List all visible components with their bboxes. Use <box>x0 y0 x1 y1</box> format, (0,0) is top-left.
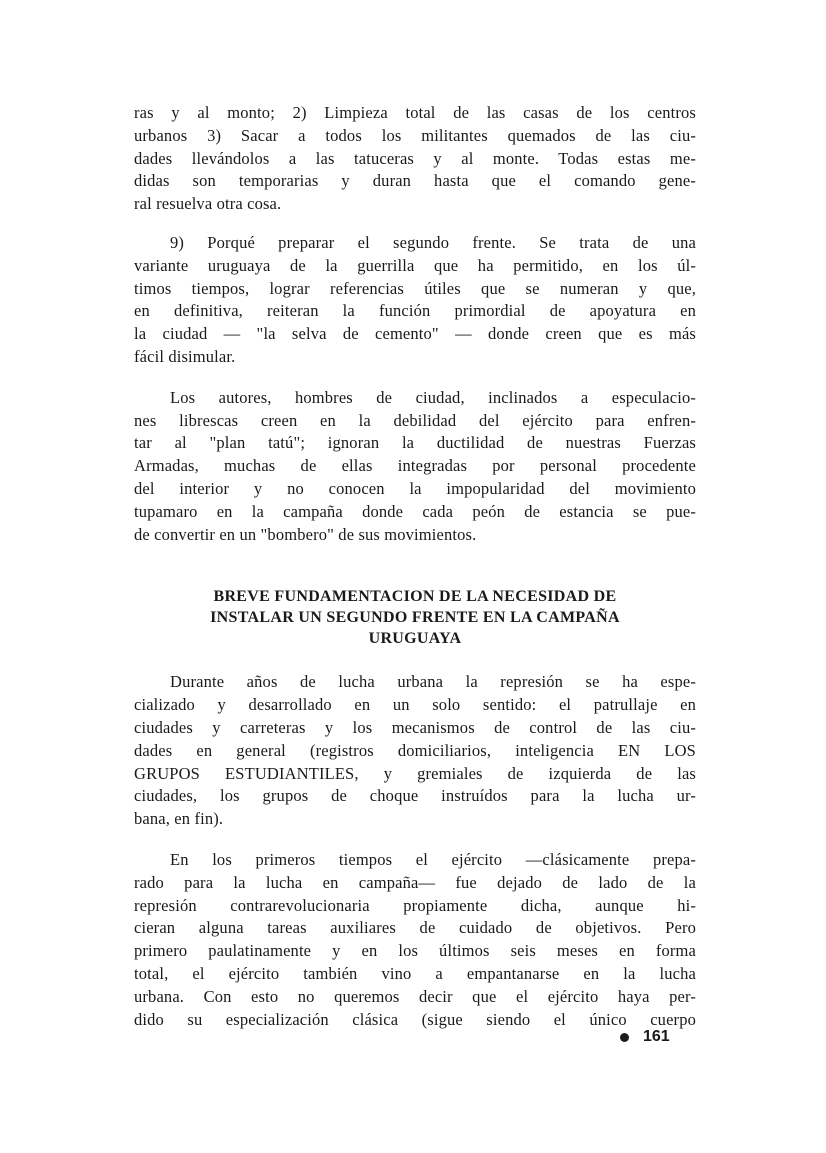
text-line: cieran alguna tareas auxiliares de cuidado de objetivos. Pero <box>134 918 696 938</box>
text-line: En los primeros tiempos el ejército —clásicamente prepa- <box>170 849 696 869</box>
paragraph-3 <box>134 387 696 547</box>
text-line: represión contrarevolucionaria propiamente dicha, aunque hi- <box>134 895 696 915</box>
text-line: dades en general (registros domiciliarios, inteligencia EN LOS <box>134 740 696 760</box>
text-line: dido su especialización clásica (sigue siendo el único cuerpo <box>134 1009 696 1029</box>
paragraph-1 <box>134 102 696 216</box>
text-line: ciudades y carreteras y los mecanismos de control de las ciu- <box>134 717 696 737</box>
text-line: cializado y desarrollado en un solo sentido: el patrullaje en <box>134 695 696 715</box>
text-line: ral resuelva otra cosa. <box>134 194 282 214</box>
bullet-icon <box>620 1033 629 1042</box>
text-line: del interior y no conocen la impopularidad del movimiento <box>134 478 696 498</box>
page-footer <box>620 1028 670 1046</box>
page-number: 161 <box>643 1028 670 1045</box>
text-line: ras y al monto; 2) Limpieza total de las casas de los centros <box>134 103 696 122</box>
section-heading <box>134 586 696 649</box>
paragraph-5 <box>134 849 696 1031</box>
text-line: tar al "plan tatú"; ignoran la ductilidad de nuestras Fuerzas <box>134 433 696 453</box>
text-line: urbanos 3) Sacar a todos los militantes quemados de las ciu- <box>134 125 696 145</box>
text-line: Los autores, hombres de ciudad, inclinados a especulacio- <box>170 387 696 407</box>
text-line: Durante años de lucha urbana la represión se ha espe- <box>170 672 696 692</box>
heading-line: URUGUAYA <box>368 630 462 648</box>
text-line: rado para la lucha en campaña— fue dejado de lado de la <box>134 872 696 892</box>
text-line: Armadas, muchas de ellas integradas por personal procedente <box>134 456 696 476</box>
heading-line: BREVE FUNDAMENTACION DE LA NECESIDAD DE <box>213 588 617 606</box>
text-line: ciudades, los grupos de choque instruídos para la lucha ur- <box>134 786 696 806</box>
heading-line: INSTALAR UN SEGUNDO FRENTE EN LA CAMPAÑA <box>210 609 620 627</box>
text-line: didas son temporarias y duran hasta que el comando gene- <box>134 171 696 191</box>
text-line: tupamaro en la campaña donde cada peón de estancia se pue- <box>134 501 696 521</box>
text-line: la ciudad — "la selva de cemento" — donde creen que es más <box>134 324 696 344</box>
text-line: de convertir en un "bombero" de sus movimientos. <box>134 524 477 544</box>
paragraph-2 <box>134 232 696 369</box>
book-page <box>134 102 696 1031</box>
text-line: variante uruguaya de la guerrilla que ha permitido, en los úl- <box>134 255 696 275</box>
text-line: en definitiva, reiteran la función primordial de apoyatura en <box>134 301 696 321</box>
text-line: primero paulatinamente y en los últimos seis meses en forma <box>134 941 696 961</box>
text-line: total, el ejército también vino a empantanarse en la lucha <box>134 963 696 983</box>
paragraph-4 <box>134 671 696 831</box>
text-line: dades llevándolos a las tatuceras y al monte. Todas estas me- <box>134 148 696 168</box>
text-line: urbana. Con esto no queremos decir que el ejército haya per- <box>134 986 696 1006</box>
text-line: 9) Porqué preparar el segundo frente. Se trata de una <box>170 232 696 252</box>
text-line: GRUPOS ESTUDIANTILES, y gremiales de izquierda de las <box>134 763 696 783</box>
text-line: bana, en fin). <box>134 809 224 829</box>
text-line: fácil disimular. <box>134 346 236 366</box>
text-line: timos tiempos, lograr referencias útiles que se numeran y que, <box>134 278 696 298</box>
text-line: nes librescas creen en la debilidad del ejército para enfren- <box>134 410 696 430</box>
